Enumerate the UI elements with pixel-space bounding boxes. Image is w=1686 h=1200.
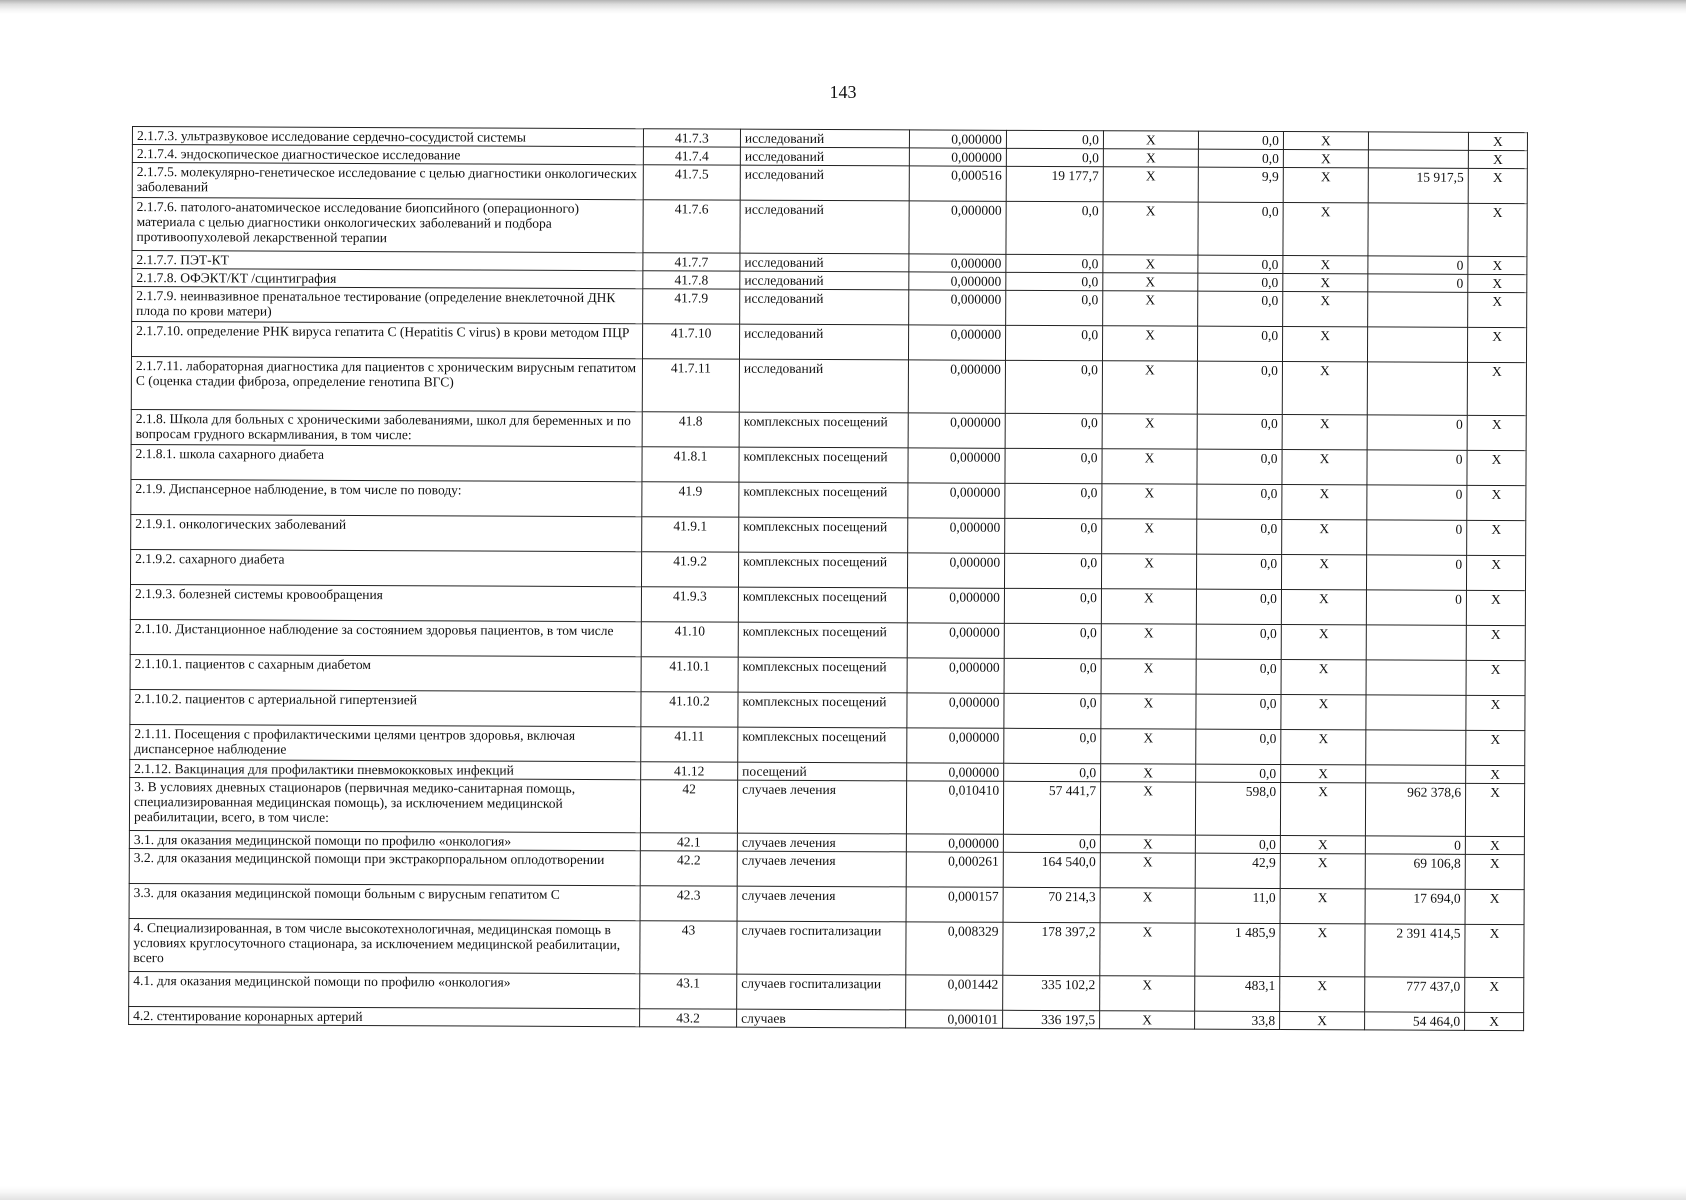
row-x-cell: X bbox=[1466, 660, 1525, 695]
row-norm-cell: 0,000000 bbox=[908, 413, 1005, 448]
table-row bbox=[130, 654, 1525, 695]
row-x-cell: X bbox=[1466, 555, 1525, 590]
row-name-cell: 2.1.9.2. сахарного диабета bbox=[130, 549, 641, 586]
row-norm-cell: 0,000000 bbox=[909, 148, 1006, 166]
row-x-cell: X bbox=[1283, 292, 1368, 327]
row-cost-cell: 70 214,3 bbox=[1003, 887, 1100, 922]
row-name-cell: 2.1.10.2. пациентов с артериальной гипертензией bbox=[130, 689, 641, 726]
row-x-cell: X bbox=[1101, 659, 1196, 694]
row-x-cell: X bbox=[1465, 924, 1524, 977]
row-norm-cell: 0,000000 bbox=[908, 518, 1005, 553]
row-norm-cell: 0,000000 bbox=[907, 693, 1004, 728]
scan-edge-top bbox=[0, 0, 1686, 14]
row-value-cell: 0,0 bbox=[1198, 202, 1283, 255]
row-cost-cell: 0,0 bbox=[1006, 254, 1103, 272]
row-name-cell: 2.1.12. Вакцинация для профилактики пневмококковых инфекций bbox=[130, 759, 641, 779]
row-number-cell: 43.2 bbox=[640, 1009, 737, 1027]
row-cost-cell: 0,0 bbox=[1005, 518, 1102, 553]
row-name-cell: 3.1. для оказания медицинской помощи по профилю «онкология» bbox=[129, 830, 640, 850]
row-value-cell: 0,0 bbox=[1196, 729, 1281, 764]
row-number-cell: 41.7.10 bbox=[642, 324, 739, 359]
row-cost-cell: 19 177,7 bbox=[1006, 166, 1103, 201]
row-cost-cell: 0,0 bbox=[1004, 693, 1101, 728]
row-x-cell: X bbox=[1465, 783, 1524, 836]
row-cost-cell: 164 540,0 bbox=[1003, 852, 1100, 887]
row-norm-cell: 0,000000 bbox=[909, 130, 1006, 148]
row-x-cell: X bbox=[1282, 520, 1367, 555]
table-row bbox=[130, 689, 1525, 730]
row-x-cell: X bbox=[1466, 765, 1525, 783]
row-norm-cell: 0,000000 bbox=[909, 272, 1006, 290]
row-norm-cell: 0,000000 bbox=[907, 763, 1004, 781]
row-value-cell: 11,0 bbox=[1195, 888, 1280, 923]
row-x-cell: X bbox=[1100, 1011, 1195, 1029]
row-sum-cell: 15 917,5 bbox=[1368, 168, 1468, 203]
row-name-cell: 2.1.9.1. онкологических заболеваний bbox=[131, 514, 642, 551]
row-sum-cell: 2 391 414,5 bbox=[1365, 924, 1465, 977]
row-x-cell: X bbox=[1468, 203, 1527, 256]
row-unit-cell: комплексных посещений bbox=[738, 587, 907, 623]
row-unit-cell: комплексных посещений bbox=[738, 657, 907, 693]
row-x-cell: X bbox=[1281, 625, 1366, 660]
row-x-cell: X bbox=[1102, 484, 1197, 519]
row-x-cell: X bbox=[1100, 888, 1195, 923]
row-unit-cell: комплексных посещений bbox=[738, 552, 907, 588]
row-name-cell: 2.1.7.8. ОФЭКТ/КТ /сцинтиграфия bbox=[132, 269, 643, 289]
table-row bbox=[129, 848, 1524, 889]
row-x-cell: X bbox=[1283, 150, 1368, 168]
row-x-cell: X bbox=[1466, 625, 1525, 660]
row-cost-cell: 336 197,5 bbox=[1003, 1010, 1100, 1028]
row-sum-cell: 962 378,6 bbox=[1365, 783, 1465, 836]
row-norm-cell: 0,000101 bbox=[906, 1010, 1003, 1028]
row-x-cell: X bbox=[1282, 327, 1367, 362]
row-unit-cell: посещений bbox=[738, 762, 907, 781]
row-value-cell: 0,0 bbox=[1196, 659, 1281, 694]
row-x-cell: X bbox=[1102, 449, 1197, 484]
row-x-cell: X bbox=[1283, 132, 1368, 150]
row-sum-cell bbox=[1368, 150, 1468, 168]
row-x-cell: X bbox=[1468, 274, 1527, 292]
row-x-cell: X bbox=[1465, 854, 1524, 889]
row-sum-cell: 0 bbox=[1366, 590, 1466, 625]
row-norm-cell: 0,000157 bbox=[906, 887, 1003, 922]
row-unit-cell: исследований bbox=[739, 359, 908, 413]
row-number-cell: 43 bbox=[640, 921, 737, 974]
row-number-cell: 41.7.3 bbox=[643, 129, 740, 147]
row-sum-cell bbox=[1366, 695, 1466, 730]
row-cost-cell: 0,0 bbox=[1006, 272, 1103, 290]
row-x-cell: X bbox=[1101, 624, 1196, 659]
row-sum-cell bbox=[1366, 660, 1466, 695]
row-cost-cell: 0,0 bbox=[1004, 623, 1101, 658]
row-unit-cell: случаев госпитализации bbox=[737, 974, 906, 1010]
row-number-cell: 41.12 bbox=[641, 762, 738, 780]
row-number-cell: 41.7.5 bbox=[643, 165, 740, 200]
row-value-cell: 0,0 bbox=[1196, 764, 1281, 782]
row-cost-cell: 0,0 bbox=[1004, 553, 1101, 588]
row-norm-cell: 0,001442 bbox=[906, 975, 1003, 1010]
table-row bbox=[132, 198, 1527, 257]
row-name-cell: 3.3. для оказания медицинской помощи больным с вирусным гепатитом С bbox=[129, 883, 640, 920]
row-x-cell: X bbox=[1281, 695, 1366, 730]
row-norm-cell: 0,000000 bbox=[908, 448, 1005, 483]
row-x-cell: X bbox=[1102, 326, 1197, 361]
row-unit-cell: случаев лечения bbox=[737, 833, 906, 852]
row-x-cell: X bbox=[1282, 415, 1367, 450]
row-x-cell: X bbox=[1102, 519, 1197, 554]
row-sum-cell bbox=[1367, 362, 1467, 415]
row-sum-cell bbox=[1368, 292, 1468, 327]
row-sum-cell: 69 106,8 bbox=[1365, 854, 1465, 889]
row-x-cell: X bbox=[1103, 131, 1198, 149]
row-x-cell: X bbox=[1281, 660, 1366, 695]
row-sum-cell: 0 bbox=[1366, 555, 1466, 590]
row-cost-cell: 0,0 bbox=[1005, 360, 1102, 413]
row-cost-cell: 0,0 bbox=[1005, 325, 1102, 360]
row-norm-cell: 0,000000 bbox=[909, 290, 1006, 325]
row-number-cell: 41.10.1 bbox=[641, 657, 738, 692]
row-unit-cell: исследований bbox=[740, 200, 909, 254]
row-sum-cell bbox=[1366, 765, 1466, 783]
row-cost-cell: 0,0 bbox=[1004, 728, 1101, 763]
row-sum-cell bbox=[1368, 132, 1468, 150]
row-unit-cell: комплексных посещений bbox=[739, 517, 908, 553]
row-name-cell: 2.1.7.5. молекулярно-генетическое исследование с целью диагностики онкологических заболеваний bbox=[132, 163, 643, 200]
row-norm-cell: 0,000000 bbox=[907, 588, 1004, 623]
row-number-cell: 42.3 bbox=[640, 886, 737, 921]
row-norm-cell: 0,000516 bbox=[909, 166, 1006, 201]
row-x-cell: X bbox=[1280, 1012, 1365, 1030]
row-x-cell: X bbox=[1280, 783, 1365, 836]
row-name-cell: 2.1.9.3. болезней системы кровообращения bbox=[130, 584, 641, 621]
row-x-cell: X bbox=[1100, 976, 1195, 1011]
row-x-cell: X bbox=[1283, 203, 1368, 256]
row-x-cell: X bbox=[1466, 730, 1525, 765]
row-unit-cell: комплексных посещений bbox=[739, 482, 908, 518]
row-number-cell: 41.9.3 bbox=[641, 587, 738, 622]
row-unit-cell: случаев лечения bbox=[737, 851, 906, 887]
row-x-cell: X bbox=[1102, 361, 1197, 414]
row-unit-cell: исследований bbox=[740, 271, 909, 290]
row-x-cell: X bbox=[1467, 520, 1526, 555]
row-x-cell: X bbox=[1281, 765, 1366, 783]
row-name-cell: 2.1.10. Дистанционное наблюдение за состоянием здоровья пациентов, в том числе bbox=[130, 619, 641, 656]
row-number-cell: 41.7.7 bbox=[643, 253, 740, 271]
row-x-cell: X bbox=[1465, 836, 1524, 854]
row-norm-cell: 0,000000 bbox=[909, 254, 1006, 272]
row-number-cell: 42.1 bbox=[640, 833, 737, 851]
row-number-cell: 41.7.11 bbox=[642, 359, 739, 412]
row-x-cell: X bbox=[1467, 485, 1526, 520]
page-number: 143 bbox=[829, 82, 857, 102]
table-row bbox=[130, 549, 1525, 590]
row-value-cell: 0,0 bbox=[1196, 694, 1281, 729]
row-norm-cell: 0,000000 bbox=[907, 658, 1004, 693]
row-x-cell: X bbox=[1467, 362, 1526, 415]
row-x-cell: X bbox=[1101, 694, 1196, 729]
row-number-cell: 41.9.2 bbox=[641, 552, 738, 587]
row-value-cell: 0,0 bbox=[1198, 131, 1283, 149]
row-value-cell: 0,0 bbox=[1197, 414, 1282, 449]
row-value-cell: 1 485,9 bbox=[1195, 923, 1280, 976]
row-name-cell: 3. В условиях дневных стационаров (первичная медико-санитарная помощь, специализированная медицинская помощь), за исключением медицинской реабилитации, всего, в том числе: bbox=[129, 777, 640, 832]
row-sum-cell: 0 bbox=[1367, 520, 1467, 555]
row-number-cell: 41.10.2 bbox=[641, 692, 738, 727]
row-name-cell: 2.1.7.6. патолого-анатомическое исследование биопсийного (операционного) материала с целью диагностики онкологических заболеваний и подбора противоопухолевой лекарственной терапии bbox=[132, 198, 643, 253]
row-value-cell: 0,0 bbox=[1198, 273, 1283, 291]
row-unit-cell: исследований bbox=[740, 289, 909, 325]
row-norm-cell: 0,000000 bbox=[907, 728, 1004, 763]
row-x-cell: X bbox=[1283, 256, 1368, 274]
row-x-cell: X bbox=[1465, 977, 1524, 1012]
row-unit-cell: комплексных посещений bbox=[738, 692, 907, 728]
row-number-cell: 41.8.1 bbox=[642, 447, 739, 482]
row-norm-cell: 0,000261 bbox=[906, 852, 1003, 887]
row-unit-cell: комплексных посещений bbox=[738, 727, 907, 763]
row-unit-cell: комплексных посещений bbox=[739, 412, 908, 448]
row-x-cell: X bbox=[1103, 149, 1198, 167]
scan-edge-bottom bbox=[0, 1186, 1686, 1200]
row-x-cell: X bbox=[1100, 782, 1195, 835]
row-number-cell: 41.9 bbox=[642, 482, 739, 517]
row-x-cell: X bbox=[1283, 168, 1368, 203]
row-x-cell: X bbox=[1467, 415, 1526, 450]
row-x-cell: X bbox=[1280, 836, 1365, 854]
row-number-cell: 42 bbox=[640, 780, 737, 833]
row-cost-cell: 0,0 bbox=[1004, 588, 1101, 623]
row-x-cell: X bbox=[1103, 255, 1198, 273]
table-row bbox=[130, 584, 1525, 625]
row-sum-cell: 0 bbox=[1367, 485, 1467, 520]
row-name-cell: 2.1.9. Диспансерное наблюдение, в том числе по поводу: bbox=[131, 479, 642, 516]
row-name-cell: 2.1.7.10. определение РНК вируса гепатита С (Hepatitis C virus) в крови методом ПЦР bbox=[131, 322, 642, 359]
row-name-cell: 2.1.7.3. ультразвуковое исследование сердечно-сосудистой системы bbox=[132, 127, 643, 147]
row-sum-cell: 777 437,0 bbox=[1365, 977, 1465, 1012]
row-x-cell: X bbox=[1101, 764, 1196, 782]
row-number-cell: 41.11 bbox=[641, 727, 738, 762]
row-number-cell: 41.7.6 bbox=[643, 200, 740, 253]
row-x-cell: X bbox=[1282, 485, 1367, 520]
row-number-cell: 41.7.9 bbox=[643, 289, 740, 324]
table-body bbox=[129, 127, 1528, 1031]
row-x-cell: X bbox=[1468, 292, 1527, 327]
row-value-cell: 42,9 bbox=[1195, 853, 1280, 888]
row-cost-cell: 0,0 bbox=[1005, 448, 1102, 483]
row-name-cell: 2.1.10.1. пациентов с сахарным диабетом bbox=[130, 654, 641, 691]
row-unit-cell: случаев госпитализации bbox=[737, 921, 906, 975]
row-value-cell: 0,0 bbox=[1197, 484, 1282, 519]
row-sum-cell bbox=[1367, 327, 1467, 362]
row-sum-cell bbox=[1368, 203, 1468, 256]
table-row bbox=[131, 357, 1526, 416]
row-unit-cell: случаев bbox=[737, 1009, 906, 1028]
row-x-cell: X bbox=[1282, 362, 1367, 415]
norms-table bbox=[128, 126, 1528, 1031]
row-unit-cell: исследований bbox=[740, 147, 909, 166]
row-cost-cell: 57 441,7 bbox=[1003, 781, 1100, 834]
row-x-cell: X bbox=[1103, 291, 1198, 326]
row-value-cell: 0,0 bbox=[1196, 589, 1281, 624]
row-value-cell: 0,0 bbox=[1196, 624, 1281, 659]
row-value-cell: 0,0 bbox=[1197, 449, 1282, 484]
row-name-cell: 2.1.7.11. лабораторная диагностика для пациентов с хроническим вирусным гепатитом С (оценка стадии фиброза, определение генотипа ВГС) bbox=[131, 357, 642, 412]
row-name-cell: 2.1.8. Школа для больных с хроническими заболеваниями, школ для беременных и по вопросам грудного вскармливания, в том числе: bbox=[131, 409, 642, 446]
row-sum-cell bbox=[1366, 625, 1466, 660]
row-name-cell: 2.1.7.9. неинвазивное пренатальное тестирование (определение внеклеточной ДНК плода по крови матери) bbox=[132, 287, 643, 324]
row-number-cell: 41.10 bbox=[641, 622, 738, 657]
row-unit-cell: исследований bbox=[740, 253, 909, 272]
row-number-cell: 41.7.4 bbox=[643, 147, 740, 165]
row-value-cell: 0,0 bbox=[1198, 291, 1283, 326]
row-name-cell: 2.1.8.1. школа сахарного диабета bbox=[131, 444, 642, 481]
row-x-cell: X bbox=[1468, 150, 1527, 168]
row-number-cell: 41.7.8 bbox=[643, 271, 740, 289]
row-cost-cell: 0,0 bbox=[1006, 290, 1103, 325]
row-name-cell: 2.1.7.4. эндоскопическое диагностическое исследование bbox=[132, 145, 643, 165]
row-unit-cell: комплексных посещений bbox=[738, 622, 907, 658]
row-unit-cell: исследований bbox=[740, 165, 909, 201]
row-x-cell: X bbox=[1466, 695, 1525, 730]
row-x-cell: X bbox=[1280, 854, 1365, 889]
row-sum-cell: 0 bbox=[1365, 836, 1465, 854]
row-number-cell: 43.1 bbox=[640, 974, 737, 1009]
row-x-cell: X bbox=[1468, 256, 1527, 274]
table-row bbox=[130, 724, 1525, 765]
row-norm-cell: 0,000000 bbox=[907, 553, 1004, 588]
row-cost-cell: 0,0 bbox=[1004, 658, 1101, 693]
row-x-cell: X bbox=[1100, 835, 1195, 853]
row-cost-cell: 0,0 bbox=[1003, 834, 1100, 852]
row-number-cell: 42.2 bbox=[640, 851, 737, 886]
row-name-cell: 2.1.7.7. ПЭТ-КТ bbox=[132, 251, 643, 271]
row-value-cell: 0,0 bbox=[1196, 554, 1281, 589]
row-x-cell: X bbox=[1101, 729, 1196, 764]
row-value-cell: 0,0 bbox=[1198, 255, 1283, 273]
row-x-cell: X bbox=[1467, 327, 1526, 362]
row-value-cell: 0,0 bbox=[1197, 519, 1282, 554]
row-x-cell: X bbox=[1103, 167, 1198, 202]
row-unit-cell: исследований bbox=[740, 129, 909, 148]
row-norm-cell: 0,000000 bbox=[906, 834, 1003, 852]
row-norm-cell: 0,000000 bbox=[908, 360, 1005, 413]
row-cost-cell: 0,0 bbox=[1006, 148, 1103, 166]
row-x-cell: X bbox=[1281, 555, 1366, 590]
row-sum-cell: 17 694,0 bbox=[1365, 889, 1465, 924]
row-sum-cell bbox=[1366, 730, 1466, 765]
row-value-cell: 0,0 bbox=[1198, 149, 1283, 167]
row-x-cell: X bbox=[1280, 977, 1365, 1012]
table-row bbox=[129, 918, 1524, 977]
row-cost-cell: 0,0 bbox=[1004, 763, 1101, 781]
row-unit-cell: исследований bbox=[739, 324, 908, 360]
row-x-cell: X bbox=[1103, 273, 1198, 291]
table-row bbox=[130, 619, 1525, 660]
row-value-cell: 33,8 bbox=[1195, 1011, 1280, 1029]
row-value-cell: 598,0 bbox=[1195, 782, 1280, 835]
table-row bbox=[129, 971, 1524, 1012]
row-x-cell: X bbox=[1467, 450, 1526, 485]
row-name-cell: 3.2. для оказания медицинской помощи при экстракорпоральном оплодотворении bbox=[129, 848, 640, 885]
row-sum-cell: 54 464,0 bbox=[1365, 1012, 1465, 1030]
table-row bbox=[129, 777, 1524, 836]
row-x-cell: X bbox=[1102, 414, 1197, 449]
row-unit-cell: случаев лечения bbox=[737, 886, 906, 922]
table-row bbox=[129, 883, 1524, 924]
row-number-cell: 41.8 bbox=[642, 412, 739, 447]
row-x-cell: X bbox=[1466, 590, 1525, 625]
row-cost-cell: 0,0 bbox=[1006, 130, 1103, 148]
row-name-cell: 4.2. стентирование коронарных артерий bbox=[129, 1006, 640, 1026]
row-number-cell: 41.9.1 bbox=[642, 517, 739, 552]
row-norm-cell: 0,010410 bbox=[906, 781, 1003, 834]
row-value-cell: 0,0 bbox=[1197, 326, 1282, 361]
row-norm-cell: 0,000000 bbox=[909, 201, 1006, 254]
row-norm-cell: 0,000000 bbox=[908, 483, 1005, 518]
row-cost-cell: 0,0 bbox=[1005, 483, 1102, 518]
row-cost-cell: 178 397,2 bbox=[1003, 922, 1100, 975]
row-x-cell: X bbox=[1465, 889, 1524, 924]
row-sum-cell: 0 bbox=[1368, 256, 1468, 274]
row-x-cell: X bbox=[1283, 274, 1368, 292]
row-x-cell: X bbox=[1281, 730, 1366, 765]
row-x-cell: X bbox=[1101, 589, 1196, 624]
row-x-cell: X bbox=[1468, 132, 1527, 150]
row-x-cell: X bbox=[1103, 202, 1198, 255]
row-value-cell: 0,0 bbox=[1197, 361, 1282, 414]
row-x-cell: X bbox=[1281, 590, 1366, 625]
row-x-cell: X bbox=[1468, 168, 1527, 203]
row-unit-cell: случаев лечения bbox=[737, 780, 906, 834]
row-x-cell: X bbox=[1280, 924, 1365, 977]
row-x-cell: X bbox=[1280, 889, 1365, 924]
row-cost-cell: 0,0 bbox=[1005, 413, 1102, 448]
row-x-cell: X bbox=[1100, 923, 1195, 976]
row-name-cell: 4. Специализированная, в том числе высокотехнологичная, медицинская помощь в условиях круглосуточного стационара, за исключением медицинской реабилитации, всего bbox=[129, 918, 640, 973]
row-cost-cell: 0,0 bbox=[1006, 201, 1103, 254]
row-cost-cell: 335 102,2 bbox=[1003, 975, 1100, 1010]
row-x-cell: X bbox=[1100, 853, 1195, 888]
row-x-cell: X bbox=[1282, 450, 1367, 485]
row-value-cell: 483,1 bbox=[1195, 976, 1280, 1011]
row-value-cell: 0,0 bbox=[1195, 835, 1280, 853]
row-sum-cell: 0 bbox=[1368, 274, 1468, 292]
row-sum-cell: 0 bbox=[1367, 415, 1467, 450]
row-x-cell: X bbox=[1465, 1012, 1524, 1030]
row-value-cell: 9,9 bbox=[1198, 167, 1283, 202]
row-unit-cell: комплексных посещений bbox=[739, 447, 908, 483]
row-norm-cell: 0,000000 bbox=[908, 325, 1005, 360]
row-name-cell: 2.1.11. Посещения с профилактическими целями центров здоровья, включая диспансерное наблюдение bbox=[130, 724, 641, 761]
row-sum-cell: 0 bbox=[1367, 450, 1467, 485]
row-norm-cell: 0,000000 bbox=[907, 623, 1004, 658]
row-x-cell: X bbox=[1101, 554, 1196, 589]
row-norm-cell: 0,008329 bbox=[906, 922, 1003, 975]
row-name-cell: 4.1. для оказания медицинской помощи по профилю «онкология» bbox=[129, 971, 640, 1008]
